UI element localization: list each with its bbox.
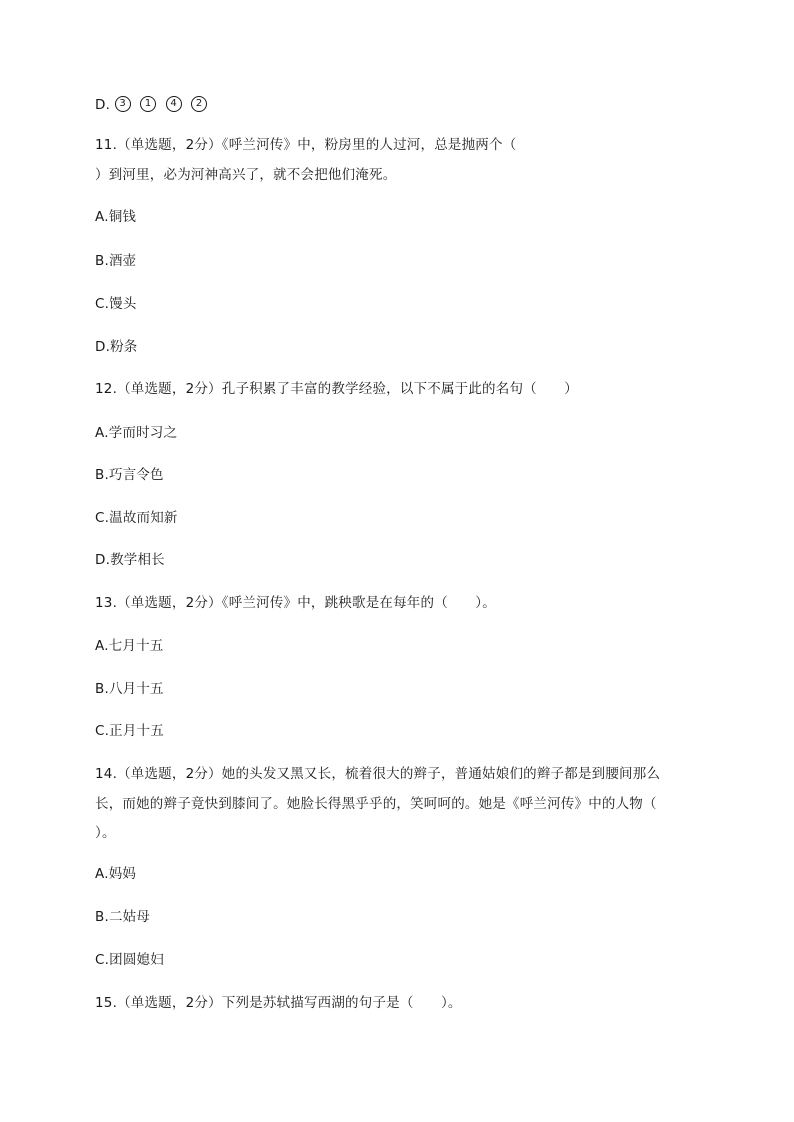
q11-option-d: D.粉条 [95, 339, 138, 355]
q12-option-b: B.巧言令色 [95, 467, 164, 483]
q14-stem-line1: 14.（单选题，2分）她的头发又黑又长，梳着很大的辫子，普通姑娘们的辫子都是到腰间那么 [95, 766, 661, 782]
q11-option-c: C.馒头 [95, 296, 137, 312]
circled-number: 2 [191, 96, 207, 112]
q13-option-c: C.正月十五 [95, 723, 164, 739]
q12-stem: 12.（单选题，2分）孔子积累了丰富的教学经验，以下不属于此的名句（ ） [95, 381, 578, 397]
q12-option-a: A.学而时习之 [95, 425, 178, 441]
q14-stem-line3: ）。 [95, 825, 116, 841]
q15-stem: 15.（单选题，2分）下列是苏轼描写西湖的句子是（ ）。 [95, 995, 462, 1011]
q14-option-b: B.二姑母 [95, 909, 151, 925]
q12-option-d: D.教学相长 [95, 552, 165, 568]
q11-option-a: A.铜钱 [95, 209, 137, 225]
q10-option-d-prefix: D. [95, 97, 111, 113]
circled-number: 1 [140, 96, 156, 112]
q13-option-a: A.七月十五 [95, 638, 164, 654]
q11-stem-line1: 11.（单选题，2分）《呼兰河传》中，粉房里的人过河，总是抛两个（ [95, 137, 517, 153]
q10-option-d [95, 96, 212, 114]
circled-number: 3 [115, 96, 131, 112]
q12-option-c: C.温故而知新 [95, 510, 178, 526]
q13-stem: 13.（单选题，2分）《呼兰河传》中，跳秧歌是在每年的（ ）。 [95, 595, 496, 611]
circled-number: 4 [166, 96, 182, 112]
q11-stem-line2: ）到河里，必为河神高兴了，就不会把他们淹死。 [95, 167, 397, 183]
q14-option-a: A.妈妈 [95, 866, 137, 882]
q11-option-b: B.酒壶 [95, 253, 137, 269]
q13-option-b: B.八月十五 [95, 681, 164, 697]
q14-option-c: C.团圆媳妇 [95, 952, 164, 968]
q14-stem-line2: 长，而她的辫子竟快到膝间了。她脸长得黑乎乎的，笑呵呵的。她是《呼兰河传》中的人物（ [95, 796, 657, 812]
